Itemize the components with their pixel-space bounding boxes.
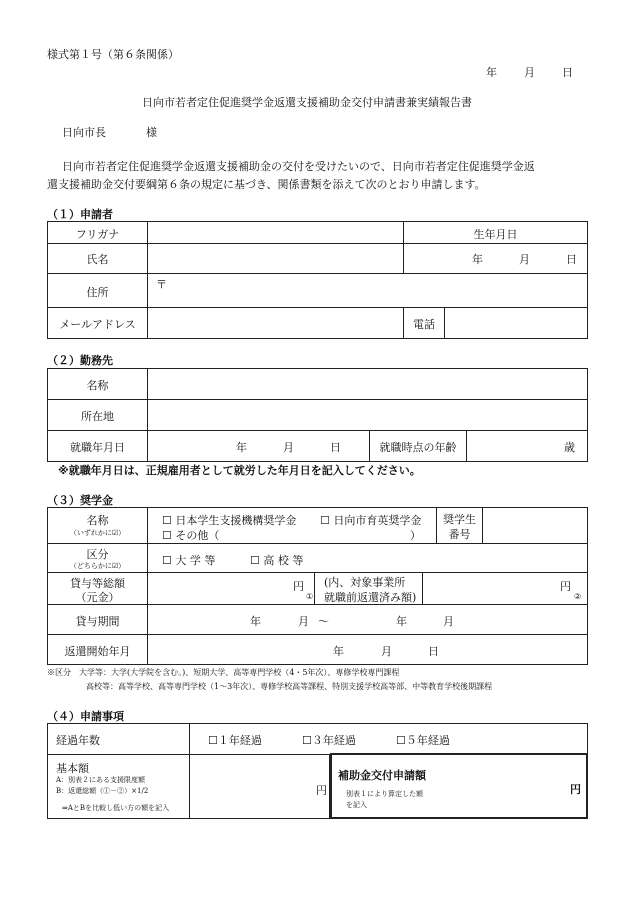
other-checkbox[interactable]: ☐ その他（ <box>162 529 220 542</box>
employer-name-field[interactable] <box>148 370 587 398</box>
base-amount-field[interactable] <box>190 755 328 818</box>
employment-date-label: 就職年月日 <box>70 441 125 454</box>
email-field[interactable] <box>148 308 402 338</box>
employer-name-label: 名称 <box>86 379 109 392</box>
form-number: 様式第１号（第６条関係） <box>47 48 179 61</box>
category-label: 区分 <box>86 548 109 561</box>
date-year-label: 年 <box>486 66 497 79</box>
grant-amount-sub-2: を記入 <box>346 801 367 809</box>
five-year-checkbox[interactable]: ☐５年経過 <box>396 734 450 747</box>
period-end-month: 月 <box>443 615 454 628</box>
student-number-label-1: 奨学生 <box>443 513 476 526</box>
employment-date-note: ※就職年月日は、正規雇用者として就労した年月日を記入してください。 <box>58 464 421 477</box>
name-label: 氏名 <box>86 253 109 266</box>
employer-location-field[interactable] <box>148 400 587 429</box>
scholarship-name-hint: （いずれかに☑） <box>69 529 126 537</box>
loan-period-label: 貸与期間 <box>75 615 120 628</box>
postal-mark: 〒 <box>156 278 167 291</box>
student-number-label-2: 番号 <box>448 528 471 541</box>
birthdate-label: 生年月日 <box>473 228 518 241</box>
period-start-year: 年 <box>250 615 261 628</box>
repayment-start-label: 返還開始年月 <box>64 645 131 658</box>
repay-month: 月 <box>381 645 392 658</box>
email-label: メールアドレス <box>59 318 136 331</box>
base-amount-instruction: ⇒AとBを比較し低い方の額を記入 <box>62 804 170 812</box>
repay-day: 日 <box>428 645 439 658</box>
base-amount-b: B：返還総額（①－②）×1/2 <box>56 787 149 795</box>
elapsed-years-label: 経過年数 <box>56 734 100 747</box>
document-title: 日向市若者定住促進奨学金返還支援補助金交付申請書兼実績報告書 <box>142 96 472 109</box>
grant-amount-sub-1: 別表１により算定した額 <box>346 790 423 798</box>
period-tilde: ～ <box>318 615 329 628</box>
scholarship-name-label: 名称 <box>86 514 109 527</box>
total-loan-label-1: 貸与等総額 <box>70 577 125 590</box>
base-amount-yen: 円 <box>316 784 327 797</box>
date-month-label: 月 <box>524 66 535 79</box>
addressee: 日向市長 <box>62 126 106 139</box>
employer-table <box>47 368 588 462</box>
furigana-label: フリガナ <box>75 228 120 241</box>
student-number-field[interactable] <box>483 509 587 542</box>
highschool-checkbox[interactable]: ☐ 高 校 等 <box>250 554 304 567</box>
total-loan-label-2: （元金） <box>75 591 120 604</box>
birth-day-label: 日 <box>566 253 577 266</box>
base-amount-a: A：別表２にある支援限度額 <box>56 776 146 784</box>
intro-line-1: 日向市若者定住促進奨学金返還支援補助金の交付を受けたいので、日向市若者定住促進奨学金返 <box>62 160 535 173</box>
period-start-month: 月 <box>298 615 309 628</box>
prior-repaid-label-1: (内、対象事業所 <box>324 576 406 589</box>
section-application-heading: （４）申請事項 <box>47 710 124 723</box>
date-day-label: 日 <box>562 66 573 79</box>
grant-amount-box[interactable] <box>330 753 588 819</box>
age-at-employment-label: 就職時点の年齢 <box>379 441 457 454</box>
emp-month-label: 月 <box>283 441 294 454</box>
grant-amount-title: 補助金交付申請額 <box>338 769 426 782</box>
hyuga-checkbox[interactable]: ☐ 日向市育英奨学金 <box>320 514 422 527</box>
address-field[interactable] <box>168 274 587 306</box>
total-loan-yen: 円 <box>293 580 304 593</box>
scholarship-table <box>47 507 588 665</box>
section-employer-heading: （２）勤務先 <box>47 354 113 367</box>
mark-2: ② <box>574 592 582 601</box>
phone-field[interactable] <box>445 308 587 338</box>
furigana-field[interactable] <box>148 223 402 242</box>
total-loan-field[interactable] <box>148 573 313 603</box>
category-hint: （どちらかに☑） <box>69 562 126 570</box>
birth-month-label: 月 <box>519 253 530 266</box>
other-close-paren: ） <box>410 529 421 542</box>
name-field[interactable] <box>148 244 402 272</box>
address-label: 住所 <box>86 286 109 299</box>
three-year-checkbox[interactable]: ☐３年経過 <box>302 734 356 747</box>
applicant-table <box>47 221 588 339</box>
grant-amount-yen: 円 <box>570 783 581 796</box>
university-checkbox[interactable]: ☐ 大 学 等 <box>162 554 216 567</box>
age-unit: 歳 <box>564 441 575 454</box>
jasso-checkbox[interactable]: ☐ 日本学生支援機構奨学金 <box>162 514 297 527</box>
birth-year-label: 年 <box>472 253 483 266</box>
emp-day-label: 日 <box>330 441 341 454</box>
repay-year: 年 <box>333 645 344 658</box>
category-note-1: ※区分 大学等：大学(大学院を含む。)、短期大学、高等専門学校（4・5年次）、専修学校専門課程 <box>47 668 400 677</box>
one-year-checkbox[interactable]: ☐１年経過 <box>208 734 262 747</box>
employer-location-label: 所在地 <box>81 410 114 423</box>
section-scholarship-heading: （３）奨学金 <box>47 494 113 507</box>
prior-repaid-yen: 円 <box>560 580 571 593</box>
honorific: 様 <box>146 126 157 139</box>
phone-label: 電話 <box>413 318 435 331</box>
emp-year-label: 年 <box>236 441 247 454</box>
prior-repaid-label-2: 就職前返還済み額) <box>324 591 417 604</box>
period-end-year: 年 <box>396 615 407 628</box>
section-applicant-heading: （１）申請者 <box>47 208 113 221</box>
mark-1: ① <box>306 592 314 601</box>
intro-line-2: 還支援補助金交付要綱第６条の規定に基づき、関係書類を添えて次のとおり申請します。 <box>47 178 486 191</box>
base-amount-title: 基本額 <box>56 762 89 775</box>
category-note-2: 高校等：高等学校、高等専門学校（1～3年次）、専修学校高等課程、特別支援学校高等部、中等教育学校後期課程 <box>86 682 493 691</box>
